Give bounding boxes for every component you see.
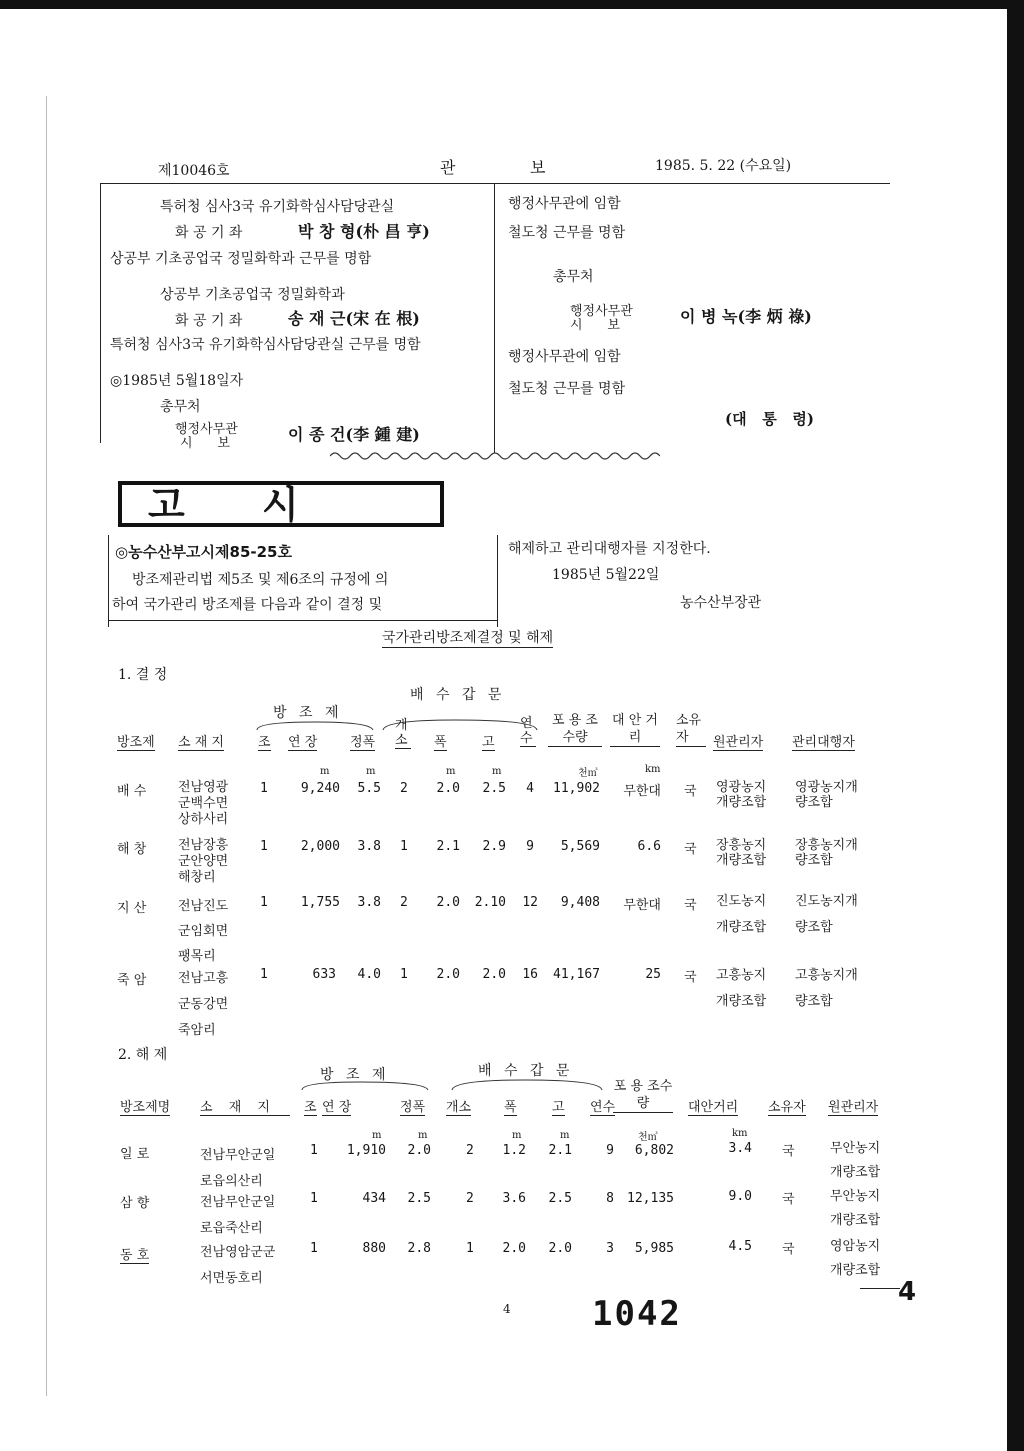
bottom-rule	[860, 1288, 900, 1289]
issue-date: 1985. 5. 22 (수요일)	[655, 158, 792, 174]
page-number-small: 4	[503, 1302, 511, 1316]
scan-edge-right	[1007, 6, 1024, 1451]
column-divider	[494, 183, 495, 453]
part2-brackets	[300, 1078, 610, 1092]
notice-divider	[497, 535, 498, 627]
notice-rule	[108, 620, 498, 621]
issue-number: 제10046호	[158, 163, 230, 179]
scan-edge-top	[0, 0, 1024, 9]
part1-group-bangje: 방 조 제	[273, 705, 343, 721]
table-title: 국가관리방조제결정 및 해제	[382, 627, 553, 648]
page-margin-line	[46, 96, 47, 1396]
gazette-title-1: 관	[440, 158, 456, 177]
part1-label: 1. 결 정	[118, 667, 168, 683]
part1-group-baesu: 배 수 갑 문	[410, 687, 506, 703]
part2-label: 2. 해 제	[118, 1047, 168, 1063]
notice-paragraph-2: 하여 국가관리 방조제를 다음과 같이 결정 및	[112, 597, 383, 613]
page-number-large: 1042	[592, 1294, 682, 1334]
notice-paragraph-1: 방조제관리법 제5조 및 제6조의 규정에 의	[132, 572, 389, 588]
wavy-divider	[330, 448, 660, 462]
section-title-box	[118, 481, 444, 527]
notice-title: ◎농수산부고시제85-25호	[115, 543, 292, 561]
left-border	[100, 183, 101, 443]
notice-date: 1985년 5월22일	[552, 567, 660, 583]
section-title-go: 고	[148, 483, 185, 527]
part2-group-bangje: 방 조 제	[320, 1067, 390, 1083]
notice-signer: 농수산부장관	[680, 595, 762, 611]
notice-paragraph-3: 해제하고 관리대행자를 지정한다.	[508, 541, 711, 557]
part2-group-baesu: 배 수 갑 문	[478, 1063, 574, 1079]
gazette-title-2: 보	[530, 158, 546, 177]
notice-left-border	[108, 535, 109, 627]
section-title-si: 시	[262, 483, 299, 527]
header-rule	[100, 183, 890, 184]
edge-page-number: 4	[898, 1277, 917, 1307]
